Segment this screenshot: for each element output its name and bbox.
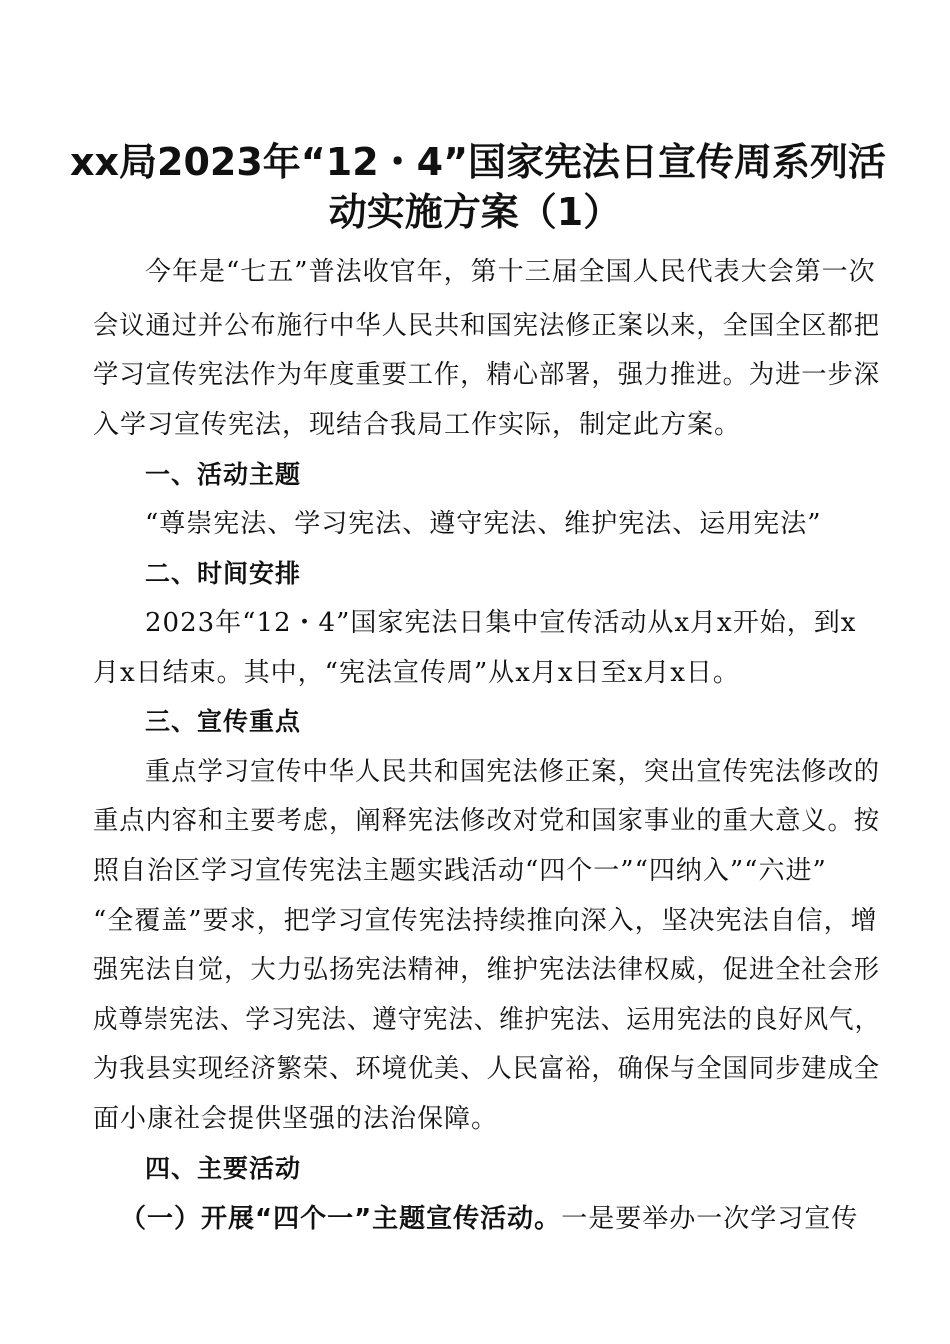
- section-3-line-1: 重点学习宣传中华人民共和国宪法修正案，突出宣传宪法修改的: [145, 757, 880, 787]
- intro-line-1: 今年是“七五”普法收官年，第十三届全国人民代表大会第一次: [145, 257, 876, 287]
- section-1-body: “尊崇宪法、学习宪法、遵守宪法、维护宪法、运用宪法”: [145, 509, 822, 539]
- intro-line-3: 学习宣传宪法作为年度重要工作，精心部署，强力推进。为进一步深: [93, 360, 881, 390]
- document-title-line-2: 动实施方案（1）: [328, 190, 622, 234]
- section-3-heading: 三、宣传重点: [145, 707, 302, 736]
- section-3-line-3: 照自治区学习宣传宪法主题实践活动“四个一”“四纳入”“六进”: [93, 856, 827, 886]
- section-4-item-1-lead: （一）开展“四个一”主题宣传活动。: [120, 1204, 562, 1234]
- section-3-line-2: 重点内容和主要考虑，阐释宪法修改对党和国家事业的重大意义。按: [93, 806, 881, 836]
- section-2-line-2: 月x日结束。其中，“宪法宣传周”从x月x日至x月x日。: [93, 658, 740, 688]
- section-4-heading: 四、主要活动: [145, 1154, 302, 1183]
- section-4-item-1-text: 一是要举办一次学习宣传: [561, 1204, 859, 1234]
- section-3-line-6: 成尊崇宪法、学习宪法、遵守宪法、维护宪法、运用宪法的良好风气，: [93, 1005, 880, 1035]
- intro-line-2: 会议通过并公布施行中华人民共和国宪法修正案以来，全国全区都把: [93, 311, 881, 341]
- intro-line-4: 入学习宣传宪法，现结合我局工作实际，制定此方案。: [93, 410, 742, 440]
- section-3-line-7: 为我县实现经济繁荣、环境优美、人民富裕，确保与全国同步建成全: [93, 1054, 881, 1084]
- section-3-line-4: “全覆盖”要求，把学习宣传宪法持续推向深入，坚决宪法自信，增: [93, 906, 878, 936]
- section-3-line-5: 强宪法自觉，大力弘扬宪法精神，维护宪法法律权威，促进全社会形: [93, 955, 881, 985]
- section-1-heading: 一、活动主题: [145, 460, 302, 489]
- section-2-heading: 二、时间安排: [145, 559, 302, 588]
- section-2-line-1: 2023年“12・4”国家宪法日集中宣传活动从x月x开始，到x: [145, 608, 857, 638]
- section-4-item-1: [120, 1202, 858, 1236]
- document-title-line-1: xx局2023年“12・4”国家宪法日宣传周系列活: [70, 140, 887, 184]
- section-3-line-8: 面小康社会提供坚强的法治保障。: [93, 1104, 499, 1134]
